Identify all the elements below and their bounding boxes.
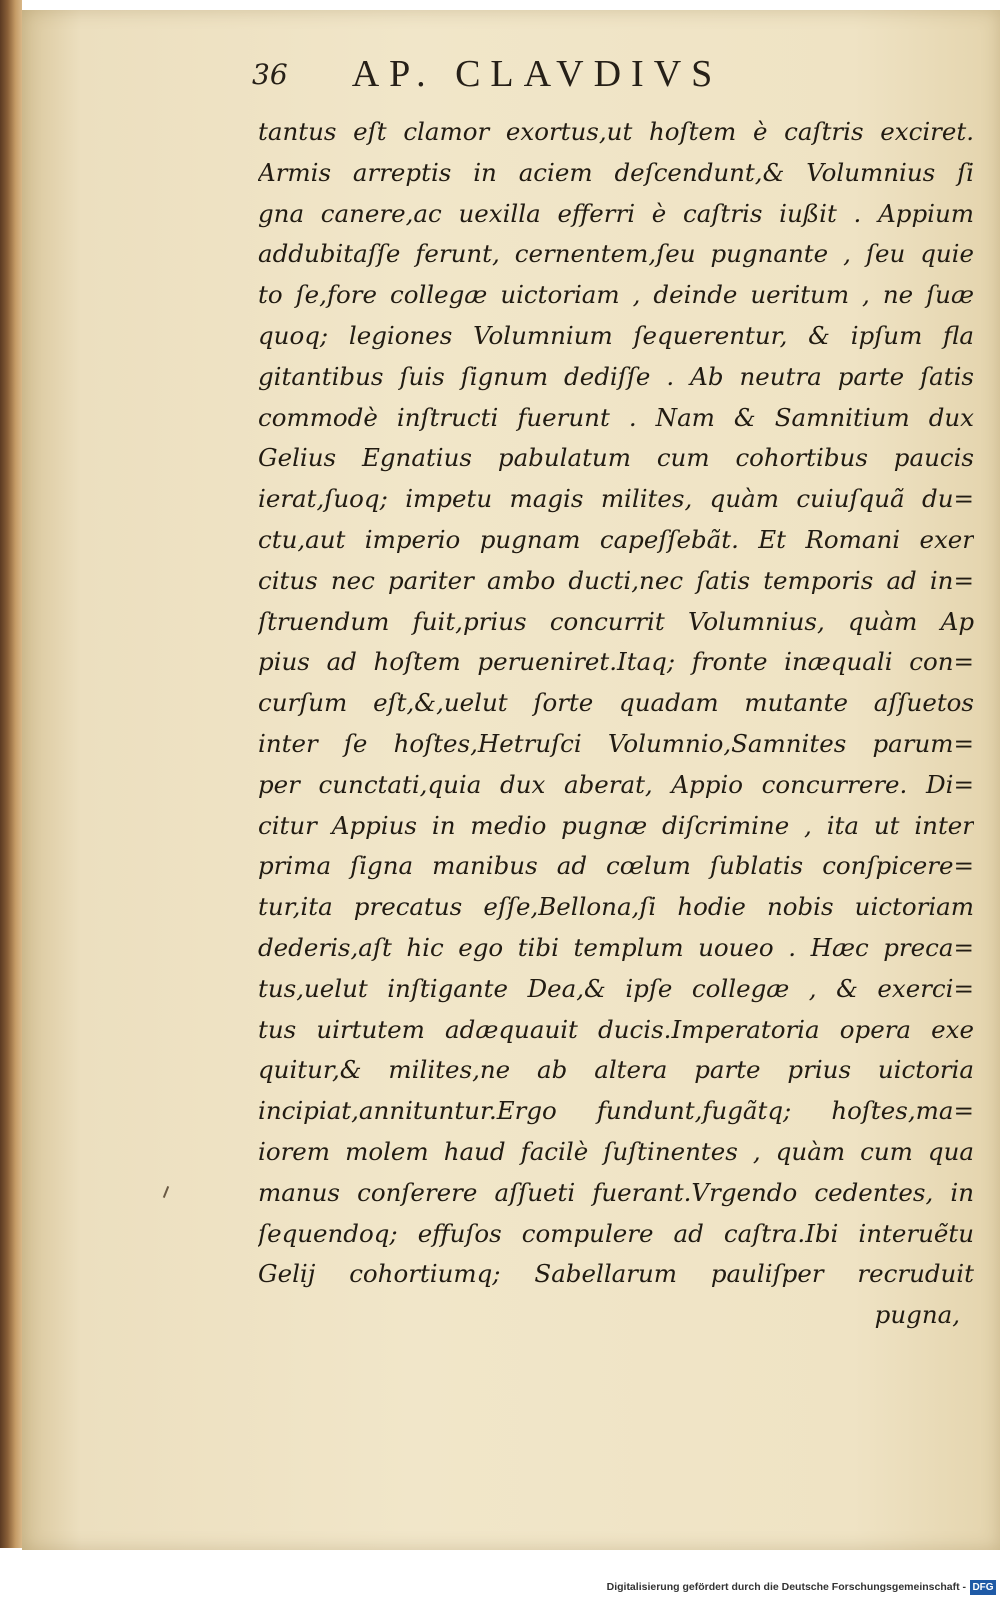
text-line: per cunctati,quia dux aberat, Appio concurrere. Di= bbox=[258, 769, 974, 799]
text-line: ſequendoq; effuſos compulere ad caſtra.Ibi interuẽtu bbox=[258, 1218, 974, 1248]
text-line: manus conſerere aſſueti fuerant.Vrgendo cedentes, in bbox=[258, 1177, 974, 1207]
text-line: gitantibus ſuis ſignum dediſſe . Ab neutra parte ſatis bbox=[258, 361, 974, 391]
book-page bbox=[22, 10, 1000, 1550]
margin-ink-mark bbox=[163, 1186, 169, 1198]
page-number: 36 bbox=[252, 58, 288, 91]
text-line: tus,uelut inſtigante Dea,& ipſe collegæ , & exerci= bbox=[258, 973, 974, 1003]
text-line: Gelij cohortiumq; Sabellarum pauliſper recruduit bbox=[258, 1259, 974, 1289]
text-line: ſtruendum fuit,prius concurrit Volumnius, quàm Ap bbox=[258, 606, 974, 636]
text-line: ctu,aut imperio pugnam capeſſebãt. Et Romani exer bbox=[258, 524, 974, 554]
dfg-logo: DFG bbox=[970, 1580, 996, 1595]
text-line: inter ſe hoſtes,Hetruſci Volumnio,Samnites parum= bbox=[258, 728, 974, 758]
body-text bbox=[258, 112, 974, 1295]
footer-credit: Digitalisierung gefördert durch die Deutsche Forschungsgemeinschaft - bbox=[606, 1581, 966, 1593]
book-spine-edge bbox=[0, 0, 22, 1548]
text-line: Armis arreptis in aciem deſcendunt,& Volumnius ſi bbox=[258, 157, 974, 187]
text-line: citus nec pariter ambo ducti,nec ſatis temporis ad in= bbox=[258, 565, 974, 595]
text-line: prima ſigna manibus ad cœlum ſublatis conſpicere= bbox=[258, 851, 974, 881]
text-line: to ſe,fore collegæ uictoriam , deinde ueritum , ne ſuæ bbox=[258, 280, 974, 310]
text-line: commodè inſtructi fuerunt . Nam & Samnitium dux bbox=[258, 402, 974, 432]
text-line: tus uirtutem adæquauit ducis.Imperatoria opera exe bbox=[258, 1014, 974, 1044]
text-line: citur Appius in medio pugnæ diſcrimine , ita ut inter bbox=[258, 810, 974, 840]
text-line: tantus eſt clamor exortus,ut hoſtem è caſtris exciret. bbox=[258, 117, 974, 146]
text-line: iorem molem haud facilè ſuſtinentes , quàm cum qua bbox=[258, 1136, 974, 1166]
text-line: curſum eſt,&,uelut ſorte quadam mutante aſſuetos bbox=[258, 688, 974, 718]
catchword: pugna, bbox=[874, 1300, 960, 1329]
running-head: AP. CLAVDIVS bbox=[351, 53, 723, 95]
digitization-footer bbox=[0, 1578, 1000, 1600]
text-line: gna canere,ac uexilla efferri è caſtris iußit . Appium bbox=[258, 198, 974, 228]
text-line: quitur,& milites,ne ab altera parte prius uictoria bbox=[258, 1055, 974, 1085]
text-line: tur,ita precatus eſſe,Bellona,ſi hodie nobis uictoriam bbox=[258, 892, 974, 922]
text-line: quoq; legiones Volumnium ſequerentur, & ipſum fla bbox=[258, 320, 974, 350]
text-line: incipiat,annituntur.Ergo fundunt,fugãtq; hoſtes,ma= bbox=[258, 1096, 974, 1126]
text-line: addubitaſſe ferunt, cernentem,ſeu pugnante , ſeu quie bbox=[258, 239, 974, 269]
text-line: Gelius Egnatius pabulatum cum cohortibus paucis bbox=[258, 443, 974, 473]
text-line: ierat,ſuoq; impetu magis milites, quàm cuiuſquã du= bbox=[258, 484, 974, 514]
text-line: pius ad hoſtem perueniret.Itaq; fronte inæquali con= bbox=[258, 647, 974, 677]
page-header bbox=[252, 52, 822, 102]
text-line: dederis,aſt hic ego tibi templum uoueo . Hæc preca= bbox=[258, 932, 974, 962]
